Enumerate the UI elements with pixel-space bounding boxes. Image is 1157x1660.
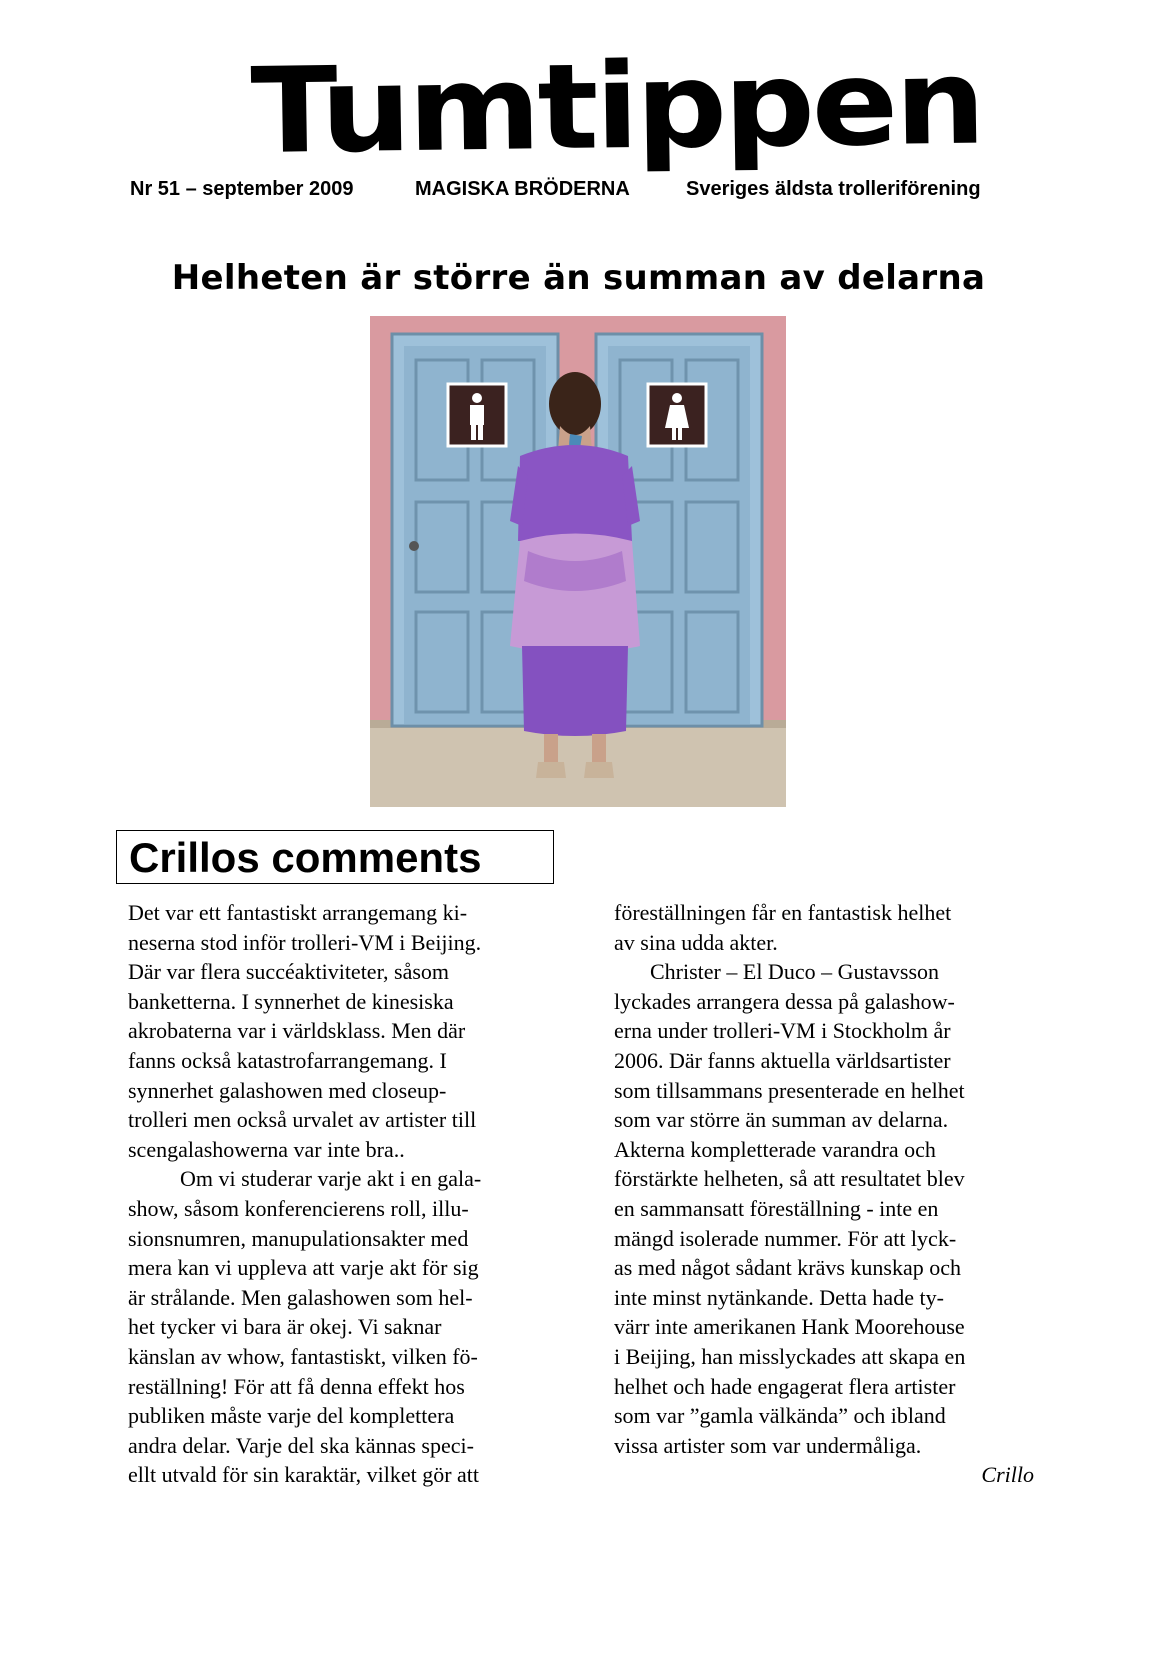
text-line: som var ”gamla välkända” och ibland <box>614 1403 946 1429</box>
section-header-box <box>116 830 554 884</box>
text-line: scengalashowerna var inte bra.. <box>128 1136 405 1162</box>
text-line: ellt utvald för sin karaktär, vilket gör att <box>128 1462 480 1488</box>
text-line: en sammansatt föreställning - inte en <box>614 1195 939 1221</box>
text-line: känslan av whow, fantastiskt, vilken fö- <box>128 1343 478 1369</box>
text-line: fanns också katastrofarrangemang. I <box>128 1047 447 1073</box>
text-line: show, såsom konferencierens roll, illu- <box>128 1195 469 1221</box>
headline: Helheten är större än summan av delarna <box>171 258 986 298</box>
text-line: synnerhet galashowen med closeup- <box>128 1077 447 1103</box>
newsletter-title: Tumtippen <box>249 32 984 180</box>
text-line: het tycker vi bara är okej. Vi saknar <box>128 1314 442 1340</box>
text-line: av sina udda akter. <box>614 929 778 955</box>
organization-tagline: Sveriges äldsta trolleriförening <box>686 178 981 200</box>
article-column-right <box>614 898 1034 1490</box>
text-line: förstärkte helheten, så att resultatet blev <box>614 1166 965 1192</box>
text-line: reställning! För att få denna effekt hos <box>128 1373 465 1399</box>
text-line: Där var flera succéaktiviteter, såsom <box>128 959 450 985</box>
section-title: Crillos comments <box>129 834 482 881</box>
text-line: Akterna kompletterade varandra och <box>614 1136 936 1162</box>
text-line: som tillsammans presenterade en helhet <box>614 1077 965 1103</box>
text-line: föreställningen får en fantastisk helhet <box>614 900 952 925</box>
masthead <box>249 32 990 182</box>
organization-name: MAGISKA BRÖDERNA <box>415 178 630 200</box>
issue-number: Nr 51 – september 2009 <box>130 178 354 200</box>
text-line: publiken måste varje del komplettera <box>128 1403 455 1429</box>
text-line: vissa artister som var undermåliga. <box>614 1432 922 1458</box>
issue-line <box>0 178 1157 206</box>
text-line: akrobaterna var i världsklass. Men där <box>128 1018 466 1044</box>
text-line: som var större än summan av delarna. <box>614 1107 949 1133</box>
text-line: trolleri men också urvalet av artister till <box>128 1107 477 1133</box>
man-restroom-icon <box>448 384 506 446</box>
text-line: banketterna. I synnerhet de kinesiska <box>128 988 454 1014</box>
text-line: mängd isolerade nummer. För att lyck- <box>614 1225 957 1251</box>
text-line: Det var ett fantastiskt arrangemang ki- <box>128 900 468 925</box>
woman-restroom-icon <box>648 384 706 446</box>
text-line: lyckades arrangera dessa på galashow- <box>614 988 955 1014</box>
text-line: 2006. Där fanns aktuella världsartister <box>614 1047 951 1073</box>
text-line: helhet och hade engagerat flera artister <box>614 1373 956 1399</box>
text-line: Om vi studerar varje akt i en gala- <box>180 1166 482 1192</box>
text-line: är strålande. Men galashowen som hel- <box>128 1284 473 1310</box>
text-line: inte minst nytänkande. Detta hade ty- <box>614 1284 944 1310</box>
text-line: as med något sådant krävs kunskap och <box>614 1255 962 1281</box>
text-line: värr inte amerikanen Hank Moorehouse <box>614 1314 965 1340</box>
author-signature: Crillo <box>981 1462 1034 1488</box>
text-line: neserna stod inför trolleri-VM i Beijing. <box>128 929 482 955</box>
article-column-left <box>128 898 548 1490</box>
text-line: andra delar. Varje del ska kännas speci- <box>128 1432 474 1458</box>
text-line: mera kan vi uppleva att varje akt för sig <box>128 1255 479 1281</box>
article-photo <box>370 316 786 807</box>
text-line: Christer – El Duco – Gustavsson <box>650 959 940 985</box>
text-line: erna under trolleri-VM i Stockholm år <box>614 1018 951 1044</box>
text-line: sionsnumren, manupulationsakter med <box>128 1225 469 1251</box>
text-line: i Beijing, han misslyckades att skapa en <box>614 1343 966 1369</box>
